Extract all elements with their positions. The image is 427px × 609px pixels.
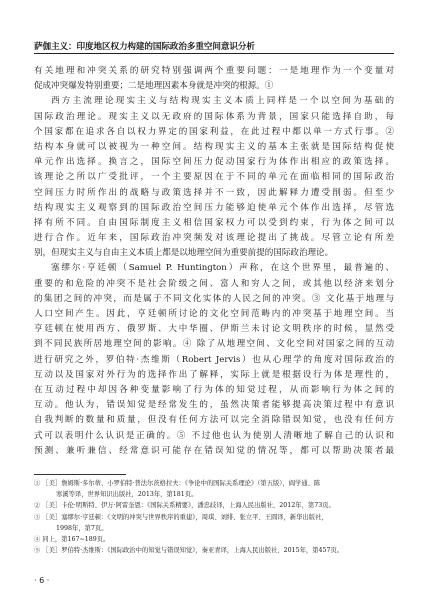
footnote-line: 寒溪等译，世界知识出版社，2013年，第181页。	[56, 491, 198, 499]
body-line: 促成冲突爆发特别重要；二是地理因素本身就是冲突的根源。①	[34, 81, 274, 92]
body-line: 重要的和危险的冲突不是社会阶级之间、富人和穷人之间，或其他以经济来划分	[34, 278, 394, 289]
header-rule	[34, 53, 394, 54]
body-line: 预测、兼听兼信、经常意识可能存在错误知觉的情况等，都可以帮助决策者最	[34, 445, 394, 456]
body-line: 进行合作。近年来，国际政治冲突频发对该理论提出了挑战。尽管立论有所差	[34, 233, 394, 244]
footnote-line: ② ［美］卡伦·明斯特、伊万·阿雷奎恩：《国际关系精要》，潘忠歧译，上海人民出版社，2012年，第73页。	[34, 502, 335, 510]
footnote-line: ④ 同上，第167~189页。	[34, 535, 110, 543]
body-line: 自我判断的数量和质量，但没有任何方法可以完全消除错误知觉，也没有任何方	[34, 415, 394, 426]
body-line: 塞缪尔·亨廷顿（Samuel P. Huntington）声称，在这个世界里，最普遍的、	[51, 263, 394, 274]
body-line: 该理论之所以广受批评，一个主要原因在于不同的单元在面临相同的国际政治	[34, 172, 394, 183]
body-line: 结构本身就可以被视为一种空间。结构现实主义的基本主张就是国际结构促使	[34, 141, 394, 152]
footnote-line: ① ［美］詹姆斯·多尔蒂、小罗伯特·普法尔茨格拉夫：《争论中的国际关系理论》（第五版），阎学通、陈	[34, 480, 321, 487]
footnote-line: ⑤ ［美］罗伯特·杰维斯：《国际政治中的知觉与错误知觉》，秦亚青译，上海人民出版社，2015年，第457页。	[34, 547, 344, 555]
running-header: 萨伽主义：印度地区权力构建的国际政治多重空间意识分析	[34, 42, 255, 52]
body-line: 别，但现实主义与自由主义本质上都是以地理空间为重要前提的国际政治理论。	[34, 248, 334, 259]
body-line: 空间压力时所作出的战略与政策选择并不一致，因此解释力遭受削弱。但至少	[34, 187, 394, 198]
footnotes	[34, 478, 394, 556]
body-line: 国际政治理论。现实主义以无政府的国际体系为背景，国家只能选择自助，每	[34, 111, 394, 122]
body-line: 有关地理和冲突关系的研究特别强调两个重要问题：一是地理作为一个变量对	[34, 66, 394, 76]
body-line: 式可以表明什么认识是正确的。⑤ 不过他也认为使别人清晰地了解自己的认识和	[34, 430, 394, 441]
body-line: 人口空间产生。因此，亨廷顿所讨论的文化空间范畴内的冲突基于地理空间。当	[34, 309, 394, 319]
body-line: 进行研究之外，罗伯特·杰维斯（Robert Jervis）也从心理学的角度对国际政治的	[34, 354, 394, 365]
body-line: 互动以及国家对外行为的选择作出了解释，实际上就是根据设行为体是理性的，	[34, 369, 394, 380]
body-line: 结构现实主义观察到的国际政治空间压力能够迫使单元个体作出选择，尽管选	[34, 202, 394, 213]
body-line: 个国家都在追求各自以权力界定的国家利益，在此过程中都以单一方式行事。②	[34, 126, 394, 137]
footnote-rule	[34, 474, 126, 475]
footnote-line: ③ ［美］塞缪尔·亨廷顿：《文明的冲突与世界秩序的重建》，周琪、刘绯、张立平、王圆译，新华出版社，	[34, 513, 328, 521]
body-line: 到不同民族所居地理空间的影响。④ 除了从地理空间、文化空间对国家之间的互动	[34, 339, 394, 350]
page-number: · 6 ·	[34, 576, 50, 585]
body-text	[34, 64, 394, 459]
body-line: 单元作出选择。换言之，国际空间压力促动国家行为体作出相应的政策选择。	[34, 157, 394, 168]
body-line: 在互动过程中却因各种变量影响了行为体的知觉过程，从而影响行为体之间的	[34, 384, 394, 395]
body-line: 择有所不同。自由国际制度主义相信国家权力可以受到约束，行为体之间可以	[34, 217, 394, 228]
footnote-line: 1998年，第7页。	[56, 524, 108, 532]
body-line: 西方主流理论现实主义与结构现实主义本质上同样是一个以空间为基础的	[51, 96, 394, 107]
body-line: 的集团之间的冲突，而是属于不同文化实体的人民之间的冲突。③ 文化基于地理与	[34, 293, 394, 304]
body-line: 亨廷顿在使用西方、俄罗斯、大中华圈、伊斯兰未讨论文明秩序的时候，显然受	[34, 324, 394, 335]
body-line: 互动。他认为，错误知觉是经常发生的，虽然决策者能够提高决策过程中有意识	[34, 400, 394, 411]
